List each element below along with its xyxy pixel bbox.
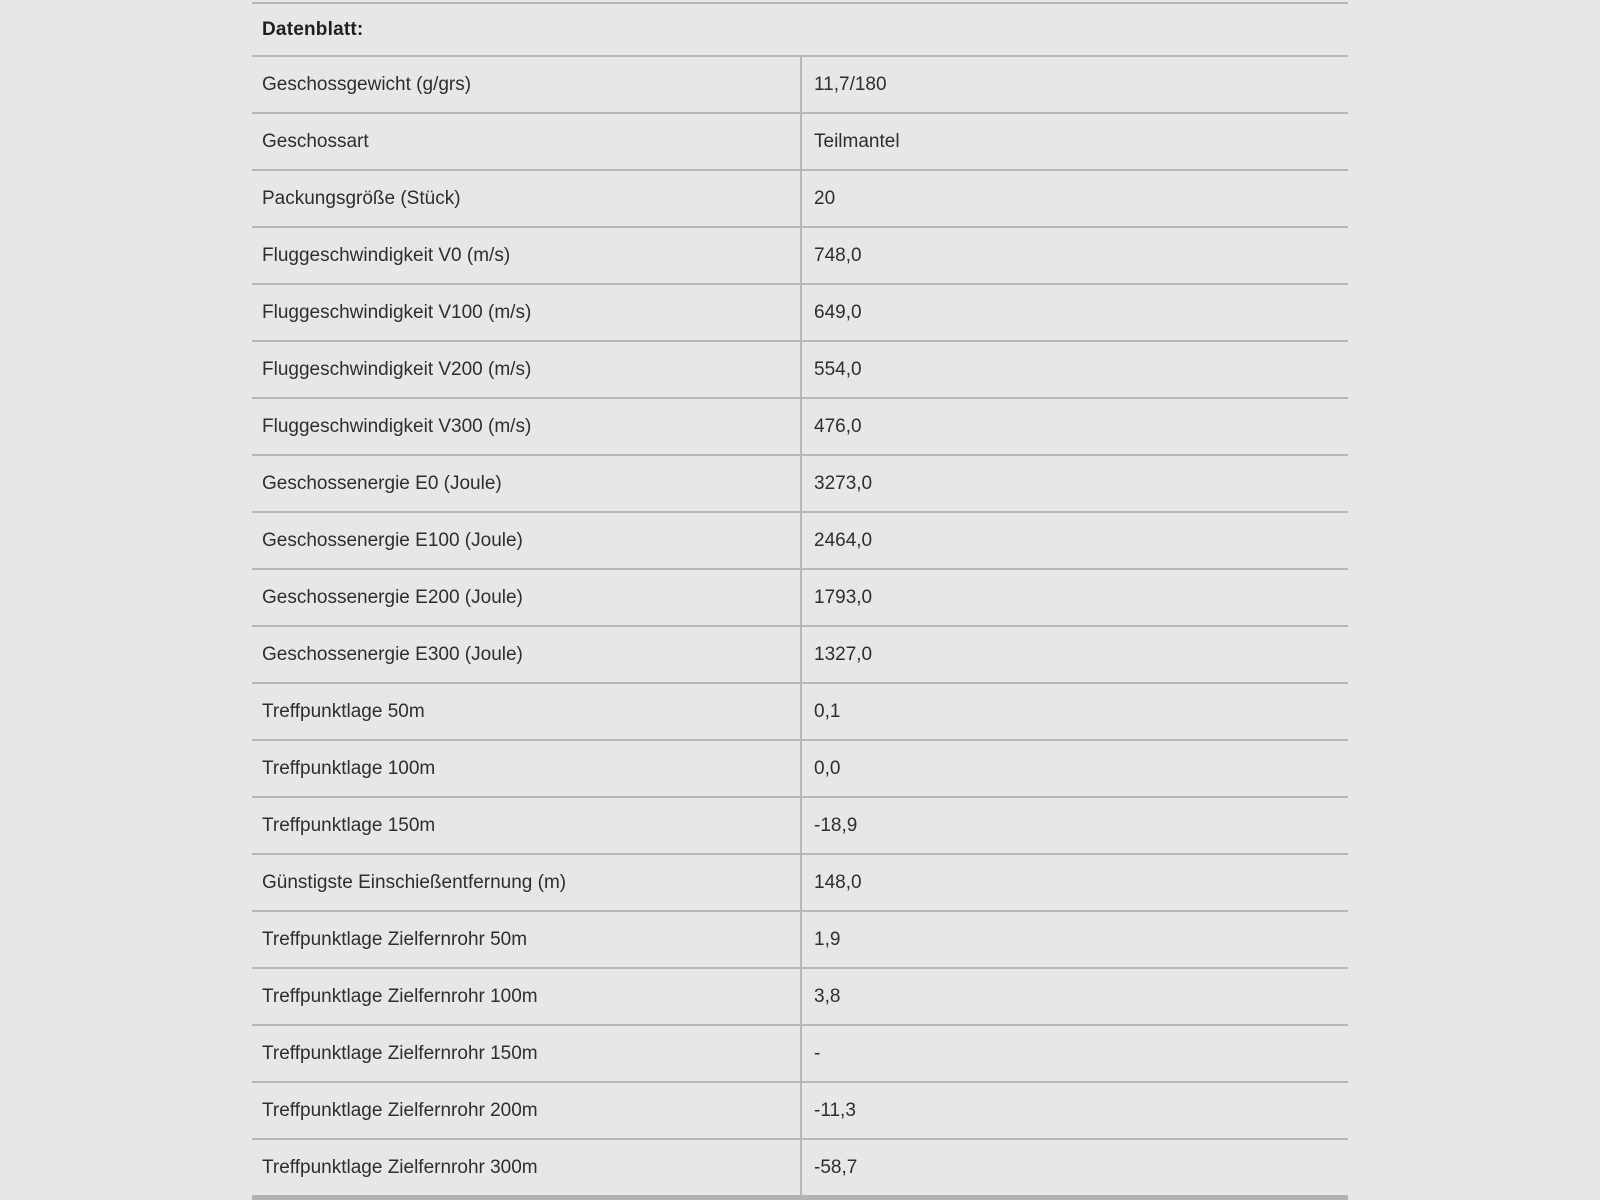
table-row [252, 627, 1348, 684]
spec-label: Packungsgröße (Stück) [262, 187, 461, 209]
spec-label: Fluggeschwindigkeit V0 (m/s) [262, 244, 511, 266]
spec-label: Treffpunktlage 150m [262, 814, 436, 836]
spec-value: 2464,0 [800, 513, 1348, 568]
table-row [252, 684, 1348, 741]
spec-value: 0,0 [800, 741, 1348, 796]
table-row [252, 570, 1348, 627]
spec-value: - [800, 1026, 1348, 1081]
table-row [252, 912, 1348, 969]
table-row [252, 798, 1348, 855]
spec-label: Treffpunktlage Zielfernrohr 200m [262, 1099, 538, 1121]
spec-value: -18,9 [800, 798, 1348, 853]
spec-label: Treffpunktlage Zielfernrohr 50m [262, 928, 528, 950]
spec-value: Teilmantel [800, 114, 1348, 169]
spec-label: Treffpunktlage Zielfernrohr 300m [262, 1156, 538, 1178]
spec-label: Geschossenergie E100 (Joule) [262, 529, 523, 551]
spec-label: Geschossenergie E300 (Joule) [262, 643, 523, 665]
table-row [252, 513, 1348, 570]
spec-value: 649,0 [800, 285, 1348, 340]
spec-value: 11,7/180 [800, 57, 1348, 112]
spec-label: Treffpunktlage 50m [262, 700, 425, 722]
spec-label: Günstigste Einschießentfernung (m) [262, 871, 567, 893]
table-row [252, 1083, 1348, 1140]
datasheet-table [252, 2, 1348, 1200]
spec-value: -58,7 [800, 1140, 1348, 1195]
spec-label: Fluggeschwindigkeit V300 (m/s) [262, 415, 532, 437]
table-row [252, 285, 1348, 342]
spec-label: Treffpunktlage 100m [262, 757, 436, 779]
table-row [252, 741, 1348, 798]
spec-value: 3,8 [800, 969, 1348, 1024]
spec-value: 1327,0 [800, 627, 1348, 682]
spec-value: 20 [800, 171, 1348, 226]
table-row [252, 228, 1348, 285]
spec-label: Fluggeschwindigkeit V200 (m/s) [262, 358, 532, 380]
spec-value: 148,0 [800, 855, 1348, 910]
datasheet-table-body [252, 57, 1348, 1200]
table-row [252, 114, 1348, 171]
spec-value: 1793,0 [800, 570, 1348, 625]
spec-value: 748,0 [800, 228, 1348, 283]
table-row [252, 171, 1348, 228]
spec-label: Geschossenergie E200 (Joule) [262, 586, 523, 608]
table-row [252, 1140, 1348, 1200]
spec-value: 476,0 [800, 399, 1348, 454]
spec-label: Treffpunktlage Zielfernrohr 100m [262, 985, 538, 1007]
table-row [252, 57, 1348, 114]
table-row [252, 855, 1348, 912]
table-row [252, 456, 1348, 513]
spec-value: 1,9 [800, 912, 1348, 967]
table-row [252, 399, 1348, 456]
table-row [252, 342, 1348, 399]
spec-value: 554,0 [800, 342, 1348, 397]
datasheet-title-row [252, 4, 1348, 57]
spec-value: -11,3 [800, 1083, 1348, 1138]
table-row [252, 969, 1348, 1026]
table-row [252, 1026, 1348, 1083]
spec-label: Geschossenergie E0 (Joule) [262, 472, 502, 494]
datasheet-title: Datenblatt: [262, 18, 364, 40]
spec-label: Fluggeschwindigkeit V100 (m/s) [262, 301, 532, 323]
spec-label: Geschossart [262, 130, 369, 152]
spec-value: 0,1 [800, 684, 1348, 739]
spec-label: Treffpunktlage Zielfernrohr 150m [262, 1042, 538, 1064]
spec-value: 3273,0 [800, 456, 1348, 511]
spec-label: Geschossgewicht (g/grs) [262, 73, 472, 95]
